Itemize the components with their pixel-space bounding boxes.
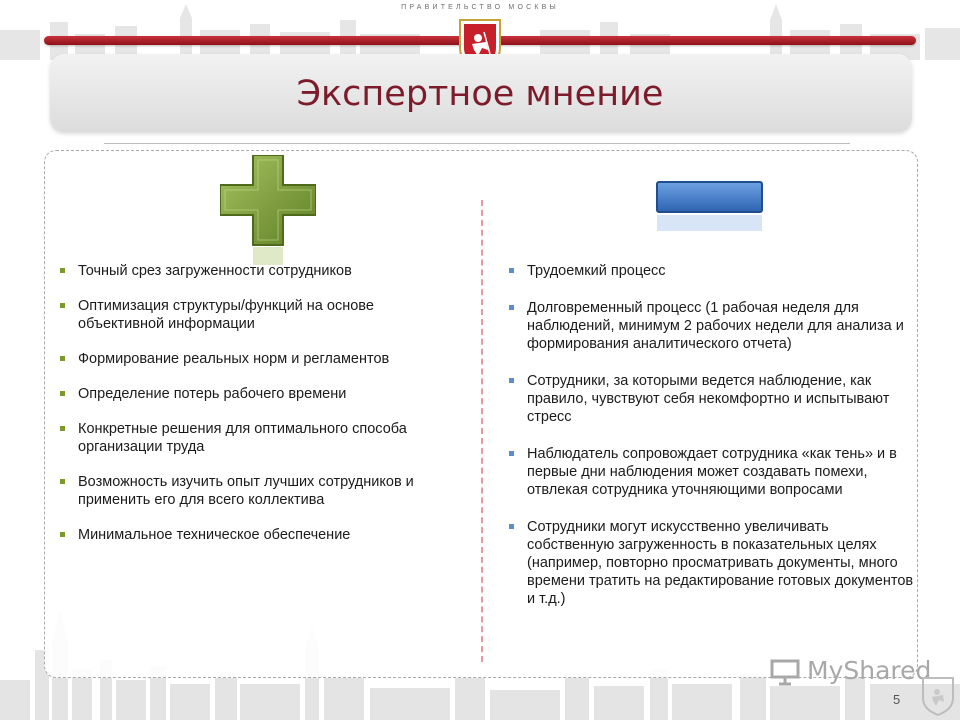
pros-item: Формирование реальных норм и регламентов	[60, 350, 460, 368]
presentation-icon	[770, 658, 800, 686]
cons-item: Наблюдатель сопровождает сотрудника «как тень» и в первые дни наблюдения может создавать помехи, отвлекая сотрудника уточняющими вопросами	[509, 445, 914, 499]
cons-item: Трудоемкий процесс	[509, 262, 914, 280]
cons-item: Долговременный процесс (1 рабочая неделя для наблюдений, минимум 2 рабочих недели для анализа и формирования аналитического отчета)	[509, 299, 914, 353]
corner-coat-of-arms-icon	[920, 676, 956, 716]
minus-icon	[656, 181, 763, 233]
pros-item: Оптимизация структуры/функций на основе объективной информации	[60, 297, 460, 333]
page-title: Экспертное мнение	[296, 74, 664, 114]
cons-item: Сотрудники могут искусственно увеличивать собственную загруженность в показательных целях (например, повторно просматривать документы, много времени тратить на редактирование готовых документов и т.д.)	[509, 518, 914, 608]
pros-item: Возможность изучить опыт лучших сотрудников и применить его для всего коллектива	[60, 473, 460, 509]
pros-list	[60, 262, 460, 561]
watermark	[770, 656, 930, 688]
title-divider	[104, 143, 850, 144]
cons-item: Сотрудники, за которыми ведется наблюдение, как правило, чувствуют себя некомфортно и испытывают стресс	[509, 372, 914, 426]
column-divider	[481, 200, 483, 662]
pros-item: Минимальное техническое обеспечение	[60, 526, 460, 544]
plus-icon	[220, 155, 316, 267]
pros-item: Точный срез загруженности сотрудников	[60, 262, 460, 280]
cons-list	[509, 262, 914, 627]
pros-item: Конкретные решения для оптимального способа организации труда	[60, 420, 460, 456]
government-header-label: ПРАВИТЕЛЬСТВО МОСКВЫ	[401, 4, 559, 11]
page-number: 5	[893, 692, 901, 707]
pros-item: Определение потерь рабочего времени	[60, 385, 460, 403]
watermark-text: MyShared	[807, 656, 932, 685]
